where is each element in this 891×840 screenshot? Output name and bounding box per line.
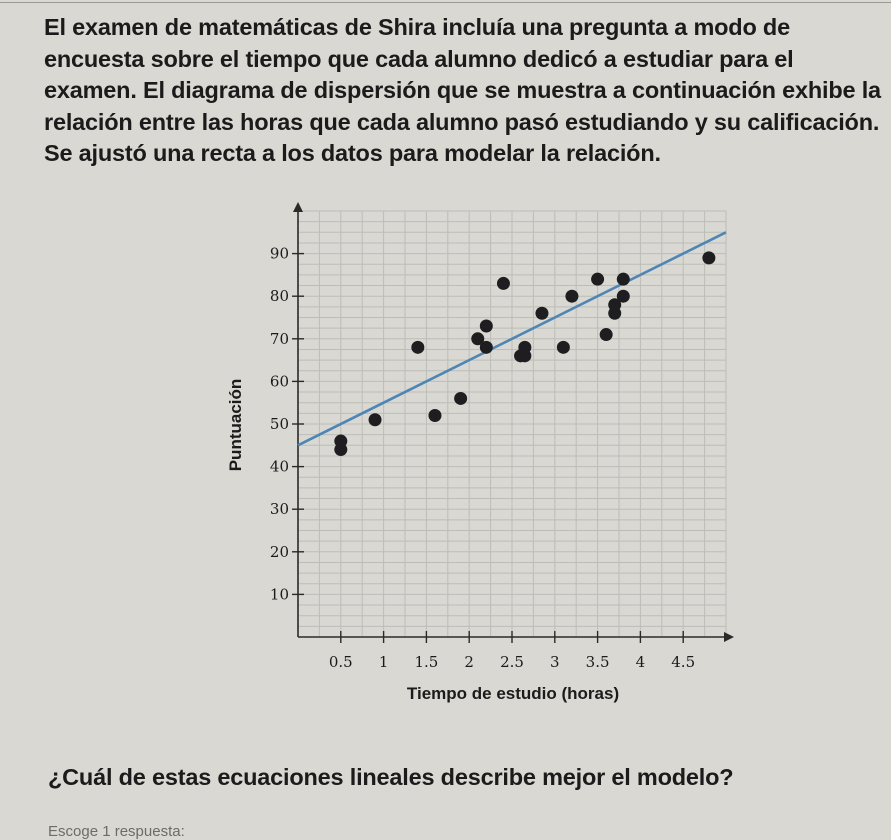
y-tick-label: 10 <box>269 585 289 604</box>
data-points <box>334 251 715 456</box>
y-tick-label: 60 <box>269 372 289 391</box>
data-point <box>411 341 424 354</box>
prompt-line-1: El examen de matemáticas de Shira incluía una pregunta a modo de <box>44 14 790 40</box>
data-point <box>565 290 578 303</box>
x-tick-label: 3.5 <box>585 653 610 671</box>
y-tick-label: 50 <box>269 415 289 433</box>
data-point <box>702 251 715 264</box>
x-tick-label: 4.5 <box>671 653 696 671</box>
data-point <box>600 328 613 341</box>
prompt-line-4: relación entre las horas que cada alumno pasó estudiando y su calificación. <box>44 108 880 135</box>
data-point <box>369 413 382 426</box>
axes <box>293 202 734 642</box>
data-point <box>535 307 548 320</box>
prompt-line-3: examen. El diagrama de dispersión que se muestra a continuación exhibe la <box>44 77 881 103</box>
y-tick-label: 20 <box>269 542 289 561</box>
x-axis-arrow-icon <box>724 632 734 642</box>
x-tick-label: 1.5 <box>414 653 439 671</box>
answer-instructions: Escoge 1 respuesta: <box>48 823 185 840</box>
x-tick-label: 0.5 <box>328 653 353 671</box>
data-point <box>518 349 531 362</box>
y-tick-label: 40 <box>269 457 289 476</box>
data-point <box>497 277 510 290</box>
prompt-line-2: encuesta sobre el tiempo que cada alumno dedicó a estudiar para el <box>44 45 794 72</box>
data-point <box>617 273 630 286</box>
y-tick-label: 90 <box>269 244 289 263</box>
y-axis-arrow-icon <box>293 202 303 212</box>
y-tick-label: 70 <box>269 329 289 348</box>
data-point <box>334 443 347 456</box>
y-axis-title: Puntuación <box>226 378 245 472</box>
data-point <box>617 290 630 303</box>
prompt-line-5: Se ajustó una recta a los datos para modelar la relación. <box>44 140 661 166</box>
tick-labels <box>270 245 695 671</box>
x-tick-label: 2.5 <box>500 653 524 671</box>
x-tick-label: 1 <box>378 653 389 671</box>
grid <box>298 211 726 637</box>
data-point <box>454 392 467 405</box>
data-point <box>428 409 441 422</box>
data-point <box>480 341 493 354</box>
tick-marks <box>292 254 683 643</box>
x-tick-label: 2 <box>464 653 474 671</box>
y-tick-label: 30 <box>269 500 289 519</box>
data-point <box>480 320 493 333</box>
data-point <box>557 341 570 354</box>
x-axis-title: Tiempo de estudio (horas) <box>406 684 620 703</box>
data-point <box>591 273 604 286</box>
question-text: ¿Cuál de estas ecuaciones lineales describe mejor el modelo? <box>48 764 734 790</box>
x-tick-label: 3 <box>550 653 560 671</box>
x-tick-label: 4 <box>635 653 646 671</box>
y-tick-label: 80 <box>269 287 289 306</box>
